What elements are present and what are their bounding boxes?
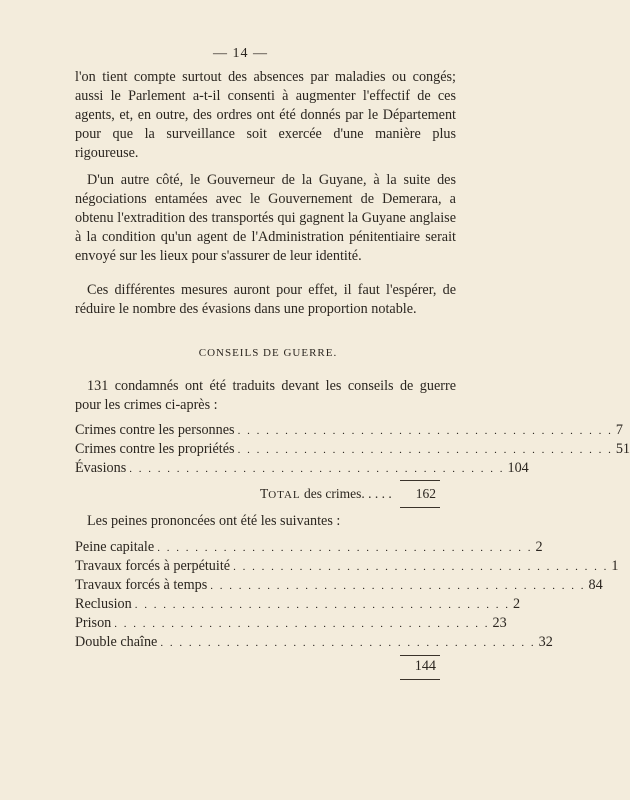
penalty-value: 32 (538, 634, 553, 650)
penalty-value: 1 (611, 558, 619, 574)
crime-row (75, 440, 630, 459)
penalty-label: Peine capitale (75, 539, 155, 555)
leader-dots: . . . . . . . . . . . . . . . . . . . . . . . . . . . . . . . . . . . . . . . . (160, 637, 536, 649)
penalty-label: Prison (75, 615, 112, 631)
total-underline (400, 507, 440, 508)
crime-label: Crimes contre les personnes (75, 422, 235, 438)
crime-label: Crimes contre les propriétés (75, 441, 235, 457)
leader-dots: . . . . . . . . . . . . . . . . . . . . . . . . . . . . . . . . . . . . . . . . (237, 444, 613, 456)
penalty-value: 23 (492, 615, 507, 631)
paragraph-surveillance: l'on tient compte surtout des absences par maladies ou congés; aussi le Parlement a-t-il consenti à augmenter l'effectif de ces agents, et, en outre, des ordres ont été donnés par le Département pour que la surveillance soit exercée d'une manière plus rigoureuse. (75, 69, 456, 161)
penalty-row (75, 633, 553, 652)
crimes-total-label: TOTAL des crimes. . . . . (259, 486, 392, 501)
leader-dots: . . . . . . . . . . . . . . . . . . . . . . . . . . . . . . . . . . . . . . . . (134, 599, 510, 611)
leader-dots: . . . . . . . . . . . . . . . . . . . . . . . . . . . . . . . . . . . . . . . . (129, 463, 505, 475)
crimes-total-value: 162 (415, 486, 436, 501)
section-heading: CONSEILS DE GUERRE. (198, 347, 338, 359)
crime-row (75, 459, 529, 478)
penalty-label: Travaux forcés à perpétuité (75, 558, 231, 574)
paragraph-extradition: D'un autre côté, le Gouverneur de la Guyane, à la suite des négociations entamées avec le Gouvernement de Demerara, a obtenu l'extradition des transportés qui gagnent la Guyane anglaise à la condition qu'un agent de l'Administration pénitentiaire serait envoyé sur les lieux pour s'assurer de leur identité. (75, 172, 456, 264)
crime-value: 7 (615, 422, 623, 438)
sum-rule (400, 655, 440, 656)
penalty-value: 2 (513, 596, 521, 612)
leader-dots: . . . . . . . . . . . . . . . . . . . . . . . . . . . . . . . . . . . . . . . . (157, 542, 533, 554)
penalty-row (75, 557, 619, 576)
leader-dots: . . . . . . . . . . . . . . . . . . . . . . . . . . . . . . . . . . . . . . . . (210, 580, 586, 592)
leader-dots: . . . . . . . . . . . . . . . . . . . . . . . . . . . . . . . . . . . . . . . . (233, 561, 609, 573)
penalty-value: 2 (535, 539, 543, 555)
sum-rule (400, 480, 440, 481)
leader-dots: . . . . . . . . . . . . . . . . . . . . . . . . . . . . . . . . . . . . . . . . (237, 425, 613, 437)
penalty-label: Travaux forcés à temps (75, 577, 208, 593)
crime-label: Évasions (75, 460, 127, 476)
leader-dots: . . . . . . . . . . . . . . . . . . . . . . . . . . . . . . . . . . . . . . . . (114, 618, 490, 630)
penalty-label: Double chaîne (75, 634, 158, 650)
penalty-row (75, 576, 603, 595)
total-underline (400, 679, 440, 680)
paragraph-tribunals: 131 condamnés ont été traduits devant les conseils de guerre pour les crimes ci-après : (75, 378, 456, 413)
penalty-row (75, 595, 521, 614)
penalty-row (75, 614, 507, 633)
paragraph-measures: Ces différentes mesures auront pour effet, il faut l'espérer, de réduire le nombre des évasions dans une proportion notable. (75, 282, 456, 317)
penalty-label: Reclusion (75, 596, 132, 612)
paragraph-penalties: Les peines prononcées ont été les suivantes : (87, 513, 341, 529)
crime-value: 104 (507, 460, 529, 476)
crime-value: 51 (615, 441, 630, 457)
crime-row (75, 421, 623, 440)
penalties-total-value: 144 (414, 658, 436, 674)
crimes-total-row (75, 484, 436, 505)
penalty-row (75, 538, 543, 557)
penalty-value: 84 (588, 577, 603, 593)
page-number: — 14 — (213, 46, 268, 61)
